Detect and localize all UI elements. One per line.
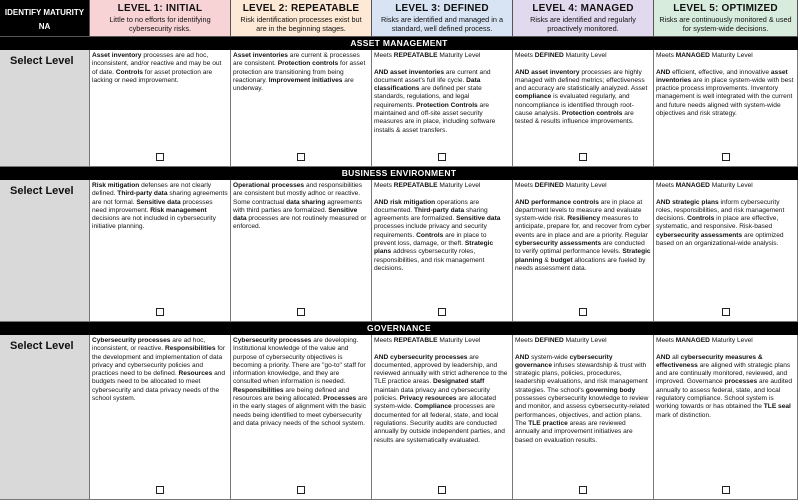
section-row-business-environment (0, 180, 798, 322)
cell-text: Meets REPEATABLE Maturity Level AND cybersecurity processes are documented, approved by leadership, and reviewed annually with strict adherence to the TLE practice areas. Designated staff maintain data privacy and cybersecurity policies. Privacy resources are allocated system-wide. Compliance processes are documented for all federal, state, and local regulations. Security audits are conducted annually by outside independent parties, and results are systematically evaluated. (374, 337, 508, 444)
cell-level-1 (90, 180, 231, 322)
cell-text: Cybersecurity processes are ad hoc, inconsistent, or reactive. Responsibilities for the development and implementation of data privacy and cybersecurity policies and practices need to be defined. Resources and budgets need to be allocated to meet cybersecurity and data privacy needs of the school system. (92, 337, 226, 403)
section-row-governance (0, 335, 798, 500)
level-title: LEVEL 5: OPTIMIZED (673, 3, 778, 14)
level-5-header (654, 0, 798, 37)
section-band-governance: GOVERNANCE (0, 322, 798, 335)
level-1-checkbox[interactable] (156, 153, 164, 161)
level-2-checkbox[interactable] (297, 486, 305, 494)
level-4-checkbox[interactable] (579, 486, 587, 494)
select-level-label: Select Level (0, 335, 90, 500)
cell-level-3 (372, 180, 513, 322)
level-title: LEVEL 1: INITIAL (117, 3, 203, 14)
cell-level-2 (231, 335, 372, 500)
cell-level-3 (372, 50, 513, 167)
cell-level-4 (513, 50, 654, 167)
cell-text: Asset inventories are current & processes are consistent. Protection controls for asset protection are transitioning from being reactionary. Improvement initiatives are underway. (233, 52, 366, 93)
level-description: Little to no efforts for identifying cybersecurity risks. (109, 15, 211, 33)
header-row (0, 0, 798, 37)
cell-text: Meets REPEATABLE Maturity Level AND risk mitigation operations are documented. Third-party data sharing agreements are formalized. Sensitive data processes include privacy and security requirements. Controls are in place to prevent loss, damage, or theft. Strategic plans address cybersecurity roles, responsibilities, and risk management decisions. (374, 182, 501, 272)
identify-maturity-header (0, 0, 90, 37)
cell-text: Meets DEFINED Maturity Level AND asset inventory processes are highly managed with defined metrics; effectiveness and accuracy are statistically analyzed. Asset compliance is evaluated regularly, and noncompliance is identified through root-cause analysis. Protection controls are tested & results influence improvements. (515, 52, 648, 126)
level-title: LEVEL 3: DEFINED (395, 3, 489, 14)
cell-text: Meets MANAGED Maturity Level AND strategic plans inform cybersecurity roles, responsibilities, and risk management decisions. Controls in place are effective, systematic, and responsive. Risk-based cybersecurity assessments are optimized based on an organizational-wide analysis. (656, 182, 785, 248)
level-description: Risks are identified and regularly proactively monitored. (530, 15, 636, 33)
level-4-checkbox[interactable] (579, 153, 587, 161)
cell-level-5 (654, 50, 798, 167)
level-5-checkbox[interactable] (722, 486, 730, 494)
level-3-header (372, 0, 513, 37)
cell-text: Operational processes and responsibilities are consistent but mostly adhoc or reactive. Some contractual data sharing agreements with third parties are formalized. Sensitive data processes are not routinely measured or enforced. (233, 182, 367, 231)
level-4-checkbox[interactable] (579, 308, 587, 316)
cell-text: Meets DEFINED Maturity Level AND system-wide cybersecurity governance infuses stewardship & trust with strategic plans, policies, procedures, leadership evaluations, and risk management strategies. The school's governing body possesses cybersecurity knowledge to review and monitor, and assess cybersecurity-related performances, objectives, and action plans. The TLE practice areas are reviewed annually and improvement initiatives are based on evaluation results. (515, 337, 650, 444)
header-title: IDENTIFY MATURITY (4, 8, 85, 17)
maturity-value: NA (38, 22, 51, 31)
cell-level-3 (372, 335, 513, 500)
cell-level-4 (513, 180, 654, 322)
level-title: LEVEL 2: REPEATABLE (242, 3, 360, 14)
section-row-asset-management (0, 50, 798, 167)
cell-text: Risk mitigation defenses are not clearly defined. Third-party data sharing agreements are not formal. Sensitive data processes need improvement. Risk management decisions are not included in cybersecurity initiative planning. (92, 182, 228, 231)
cell-text: Meets MANAGED Maturity Level AND all cybersecurity measures & effectiveness are aligned with strategic plans and are continually monitored, reviewed, and improved. Governance processes are audited annually to assess federal, state, and local regulatory compliance. School system is working towards or has obtained the TLE seal mark of distinction. (656, 337, 792, 419)
level-description: Risks are continuously monitored & used for system-wide decisions. (659, 15, 792, 33)
cell-text: Cybersecurity processes are developing. Institutional knowledge of the value and purpose of cybersecurity objectives is becoming a priority. There are "go-to" staff for information knowledge, and they are consulted when information is needed. Responsibilities are being defined and resources are being allocated. Processes are in the early stages of alignment with the basic needs being identified to meet cybersecurity and data privacy needs of the school system. (233, 337, 368, 427)
cell-text: Asset inventory processes are ad hoc, inconsistent, and/or reactive and may be out of date. Controls for asset protection are lacking or need improvement. (92, 52, 222, 84)
cell-text: Meets MANAGED Maturity Level AND efficient, effective, and innovative asset inventories are in place system-wide with best practice process improvements. Inventory management is well integrated with the current and future needs aligned with system-wide objectives and risk strategy. (656, 52, 794, 118)
cell-level-1 (90, 335, 231, 500)
level-title: LEVEL 4: MANAGED (532, 3, 634, 14)
level-1-checkbox[interactable] (156, 486, 164, 494)
level-description: Risks are identified and managed in a standard, well defined process. (380, 15, 504, 33)
level-5-checkbox[interactable] (722, 308, 730, 316)
cell-text: Meets REPEATABLE Maturity Level AND asset inventories are current and document asset's full life cycle. Data classifications are defined per state standards, regulations, and legal requirements. Protection Controls are maintained and off-site asset security measures are in place, including software installs & asset transfers. (374, 52, 496, 134)
cell-level-5 (654, 180, 798, 322)
cell-level-2 (231, 50, 372, 167)
cell-level-1 (90, 50, 231, 167)
cell-level-4 (513, 335, 654, 500)
cell-level-2 (231, 180, 372, 322)
level-1-checkbox[interactable] (156, 308, 164, 316)
select-level-label: Select Level (0, 50, 90, 167)
level-2-header (231, 0, 372, 37)
level-3-checkbox[interactable] (438, 486, 446, 494)
level-1-header (90, 0, 231, 37)
level-description: Risk identification processes exist but are in the beginning stages. (240, 15, 362, 33)
level-4-header (513, 0, 654, 37)
level-2-checkbox[interactable] (297, 308, 305, 316)
section-band-business-environment: BUSINESS ENVIRONMENT (0, 167, 798, 180)
cell-level-5 (654, 335, 798, 500)
level-5-checkbox[interactable] (722, 153, 730, 161)
cell-text: Meets DEFINED Maturity Level AND performance controls are in place at department levels to measure and evaluate system-wide risk. Resiliency measures to anticipate, prepare for, and recover from cyber events are in place and are a priority. Regular cybersecurity assessments are conducted to verify optimal performance levels. Strategic planning & budget allocations are fueled by needs assessment data. (515, 182, 651, 272)
level-2-checkbox[interactable] (297, 153, 305, 161)
select-level-label: Select Level (0, 180, 90, 322)
level-3-checkbox[interactable] (438, 153, 446, 161)
section-band-asset-management: ASSET MANAGEMENT (0, 37, 798, 50)
level-3-checkbox[interactable] (438, 308, 446, 316)
